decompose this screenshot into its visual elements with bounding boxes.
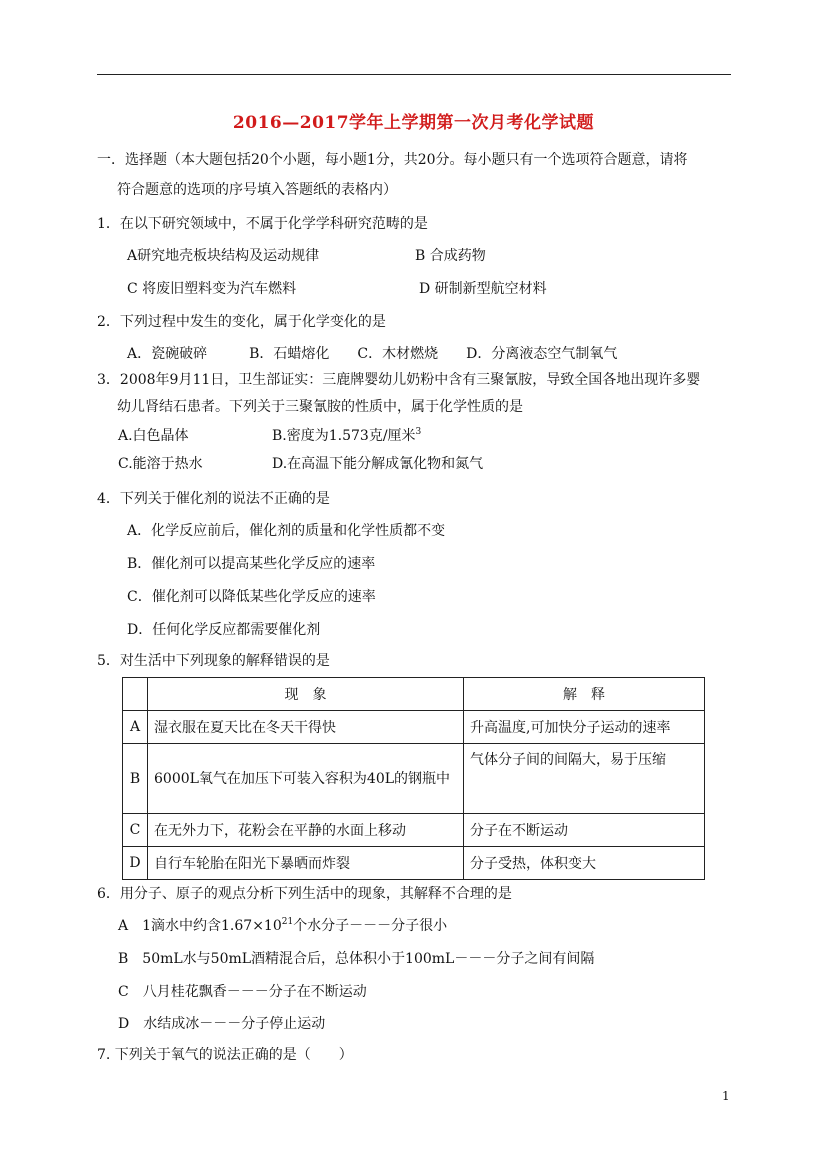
q6-option-d: D 水结成冰－－－分子停止运动 [118,1016,326,1032]
q6-option-a-exponent: 21 [281,917,294,927]
q7-stem: 7. 下列关于氧气的说法正确的是（ ） [97,1047,353,1063]
header-explanation: 解 释 [464,678,705,711]
table-row [123,847,705,880]
header-phenomenon: 现 象 [148,678,464,711]
section-instructions-line2: 符合题意的选项的序号填入答题纸的表格内） [117,182,397,198]
q4-option-a: A．化学反应前后，催化剂的质量和化学性质都不变 [127,523,446,539]
row-label: A [123,711,148,744]
q6-option-c: C 八月桂花飘香－－－分子在不断运动 [118,984,367,1000]
page-title: 2016—2017学年上学期第一次月考化学试题 [232,113,595,133]
q6-stem: 6．用分子、原子的观点分析下列生活中的现象，其解释不合理的是 [97,886,512,902]
q3-option-a: A.白色晶体 [118,428,189,444]
row-phenomenon: 在无外力下，花粉会在平静的水面上移动 [148,814,464,847]
row-phenomenon: 6000L氧气在加压下可装入容积为40L的钢瓶中 [148,744,464,814]
q3-option-d: D.在高温下能分解成氰化物和氮气 [272,456,484,472]
q1-option-d: D 研制新型航空材料 [419,281,547,297]
row-label: C [123,814,148,847]
q6-option-a-post: 个水分子－－－分子很小 [293,918,448,934]
table-corner-cell [123,678,148,711]
q5-table [122,677,705,880]
q3-option-c: C.能溶于热水 [118,456,203,472]
q6-option-a-pre: A 1滴水中约含1.67×10 [118,918,282,934]
row-explanation: 气体分子间的间隔大，易于压缩 [464,744,705,814]
q3-option-b-text: B.密度为1.573克/厘米 [272,428,416,444]
q2-stem: 2．下列过程中发生的变化，属于化学变化的是 [97,314,386,330]
q1-option-c: C 将废旧塑料变为汽车燃料 [127,281,297,297]
q3-option-b [272,426,421,446]
q3-option-b-exponent: 3 [415,427,422,437]
table-row [123,744,705,814]
row-explanation: 升高温度,可加快分子运动的速率 [464,711,705,744]
q1-stem: 1．在以下研究领域中，不属于化学学科研究范畴的是 [97,216,428,232]
q2-options: A．瓷碗破碎 B．石蜡熔化 C．木材燃烧 D．分离液态空气制氧气 [127,346,618,362]
table-row [123,814,705,847]
q3-stem-line2: 幼儿肾结石患者。下列关于三聚氰胺的性质中，属于化学性质的是 [117,399,523,415]
row-explanation: 分子受热，体积变大 [464,847,705,880]
row-phenomenon: 自行车轮胎在阳光下暴晒而炸裂 [148,847,464,880]
header-rule [97,74,731,75]
q6-option-b: B 50mL水与50mL酒精混合后，总体积小于100mL－－－分子之间有间隔 [118,951,595,967]
q1-option-b: B 合成药物 [415,248,486,264]
row-explanation: 分子在不断运动 [464,814,705,847]
q1-option-a: A研究地壳板块结构及运动规律 [127,248,320,264]
row-label: B [123,744,148,814]
q5-stem: 5．对生活中下列现象的解释错误的是 [97,653,330,669]
table-header-row [123,678,705,711]
page-number: 1 [722,1089,730,1103]
q4-stem: 4．下列关于催化剂的说法不正确的是 [97,491,330,507]
row-phenomenon: 湿衣服在夏天比在冬天干得快 [148,711,464,744]
q4-option-b: B．催化剂可以提高某些化学反应的速率 [127,556,376,572]
q6-option-a [118,916,447,936]
q3-stem-line1: 3．2008年9月11日，卫生部证实：三鹿牌婴幼儿奶粉中含有三聚氰胺，导致全国各地出现许多婴 [97,372,701,388]
table-row [123,711,705,744]
section-instructions-line1: 一．选择题（本大题包括20个小题，每小题1分，共20分。每小题只有一个选项符合题意，请将 [97,152,688,168]
q4-option-d: D．任何化学反应都需要催化剂 [127,622,321,638]
row-label: D [123,847,148,880]
q4-option-c: C．催化剂可以降低某些化学反应的速率 [127,589,376,605]
